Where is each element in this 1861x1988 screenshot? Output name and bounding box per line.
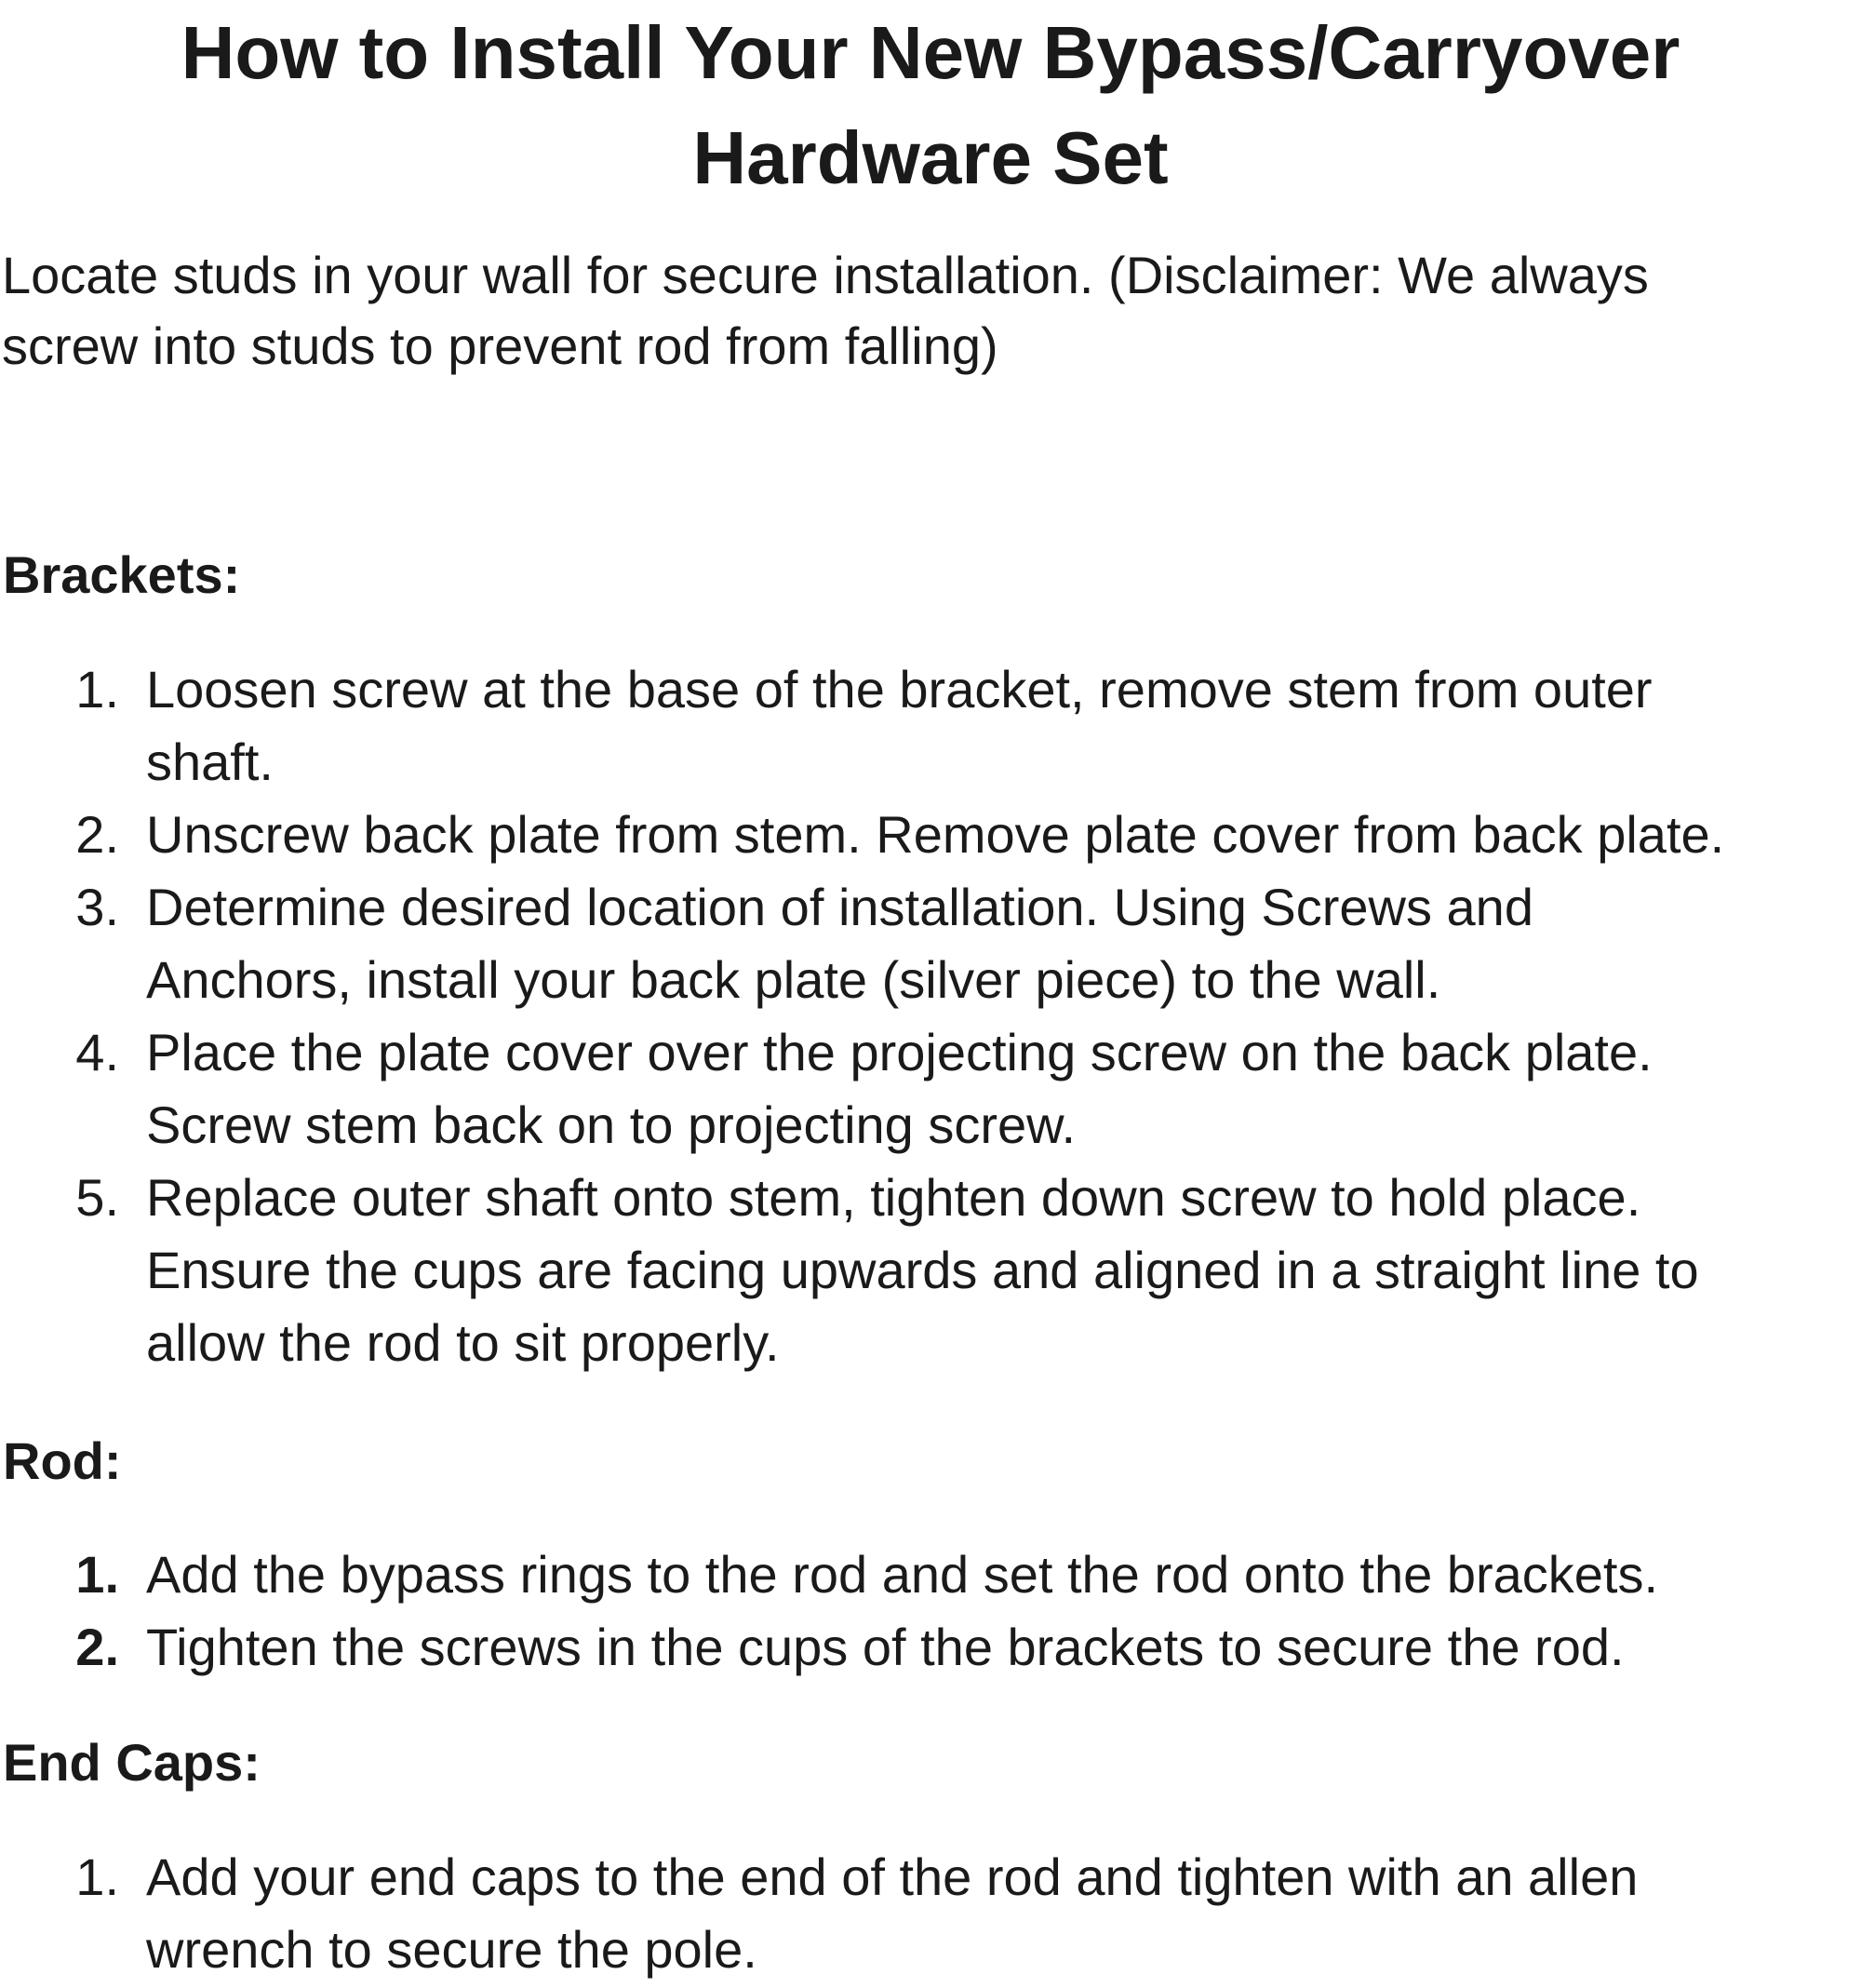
list-item-text-line: Anchors, install your back plate (silver piece) to the wall. (146, 950, 1441, 1009)
list-item (0, 1538, 1658, 1611)
list-item (0, 1611, 1658, 1684)
page-title-line-1: How to Install Your New Bypass/Carryover (181, 11, 1680, 94)
list-item-text-line: Add the bypass rings to the rod and set the rod onto the brackets. (146, 1545, 1659, 1604)
list-item-number: 2. (75, 805, 119, 864)
list-item-text-line: Add your end caps to the end of the rod and tighten with an allen (146, 1847, 1639, 1906)
rod-steps (0, 1538, 1658, 1684)
list-item (0, 871, 1724, 1016)
list-item (0, 799, 1724, 871)
end-caps-steps (0, 1841, 1638, 1986)
list-item (0, 1841, 1638, 1986)
page-title (0, 0, 1861, 210)
list-item-number: 5. (75, 1168, 119, 1227)
list-item-text-line: allow the rod to sit properly. (146, 1313, 780, 1372)
list-item-text-line: wrench to secure the pole. (146, 1920, 757, 1979)
rod-heading: Rod: (3, 1431, 122, 1490)
list-item-number: 2. (75, 1618, 119, 1676)
list-item (0, 1162, 1724, 1379)
list-item-text-line: Replace outer shaft onto stem, tighten down screw to hold place. (146, 1168, 1641, 1227)
brackets-steps (0, 653, 1724, 1379)
list-item-text-line: Unscrew back plate from stem. Remove plate cover from back plate. (146, 805, 1725, 864)
list-item-number: 1. (75, 1847, 119, 1906)
list-item-text-line: shaft. (146, 732, 274, 791)
list-item (0, 653, 1724, 799)
list-item-text-line: Ensure the cups are facing upwards and aligned in a straight line to (146, 1241, 1699, 1299)
list-item-text-line: Tighten the screws in the cups of the brackets to secure the rod. (146, 1618, 1625, 1676)
list-item (0, 1016, 1724, 1162)
intro-paragraph (2, 240, 1854, 382)
brackets-heading: Brackets: (3, 545, 241, 604)
list-item-number: 1. (75, 1545, 119, 1604)
list-item-number: 1. (75, 660, 119, 719)
list-item-number: 4. (75, 1023, 119, 1081)
list-item-text-line: Screw stem back on to projecting screw. (146, 1095, 1077, 1154)
list-item-text-line: Loosen screw at the base of the bracket, remove stem from outer (146, 660, 1653, 719)
intro-line-2: screw into studs to prevent rod from falling) (2, 316, 998, 375)
intro-line-1: Locate studs in your wall for secure installation. (Disclaimer: We always (2, 246, 1649, 304)
page-title-line-2: Hardware Set (692, 116, 1169, 199)
list-item-number: 3. (75, 878, 119, 936)
end-caps-heading: End Caps: (3, 1733, 261, 1792)
list-item-text-line: Place the plate cover over the projecting screw on the back plate. (146, 1023, 1653, 1081)
list-item-text-line: Determine desired location of installation. Using Screws and (146, 878, 1533, 936)
